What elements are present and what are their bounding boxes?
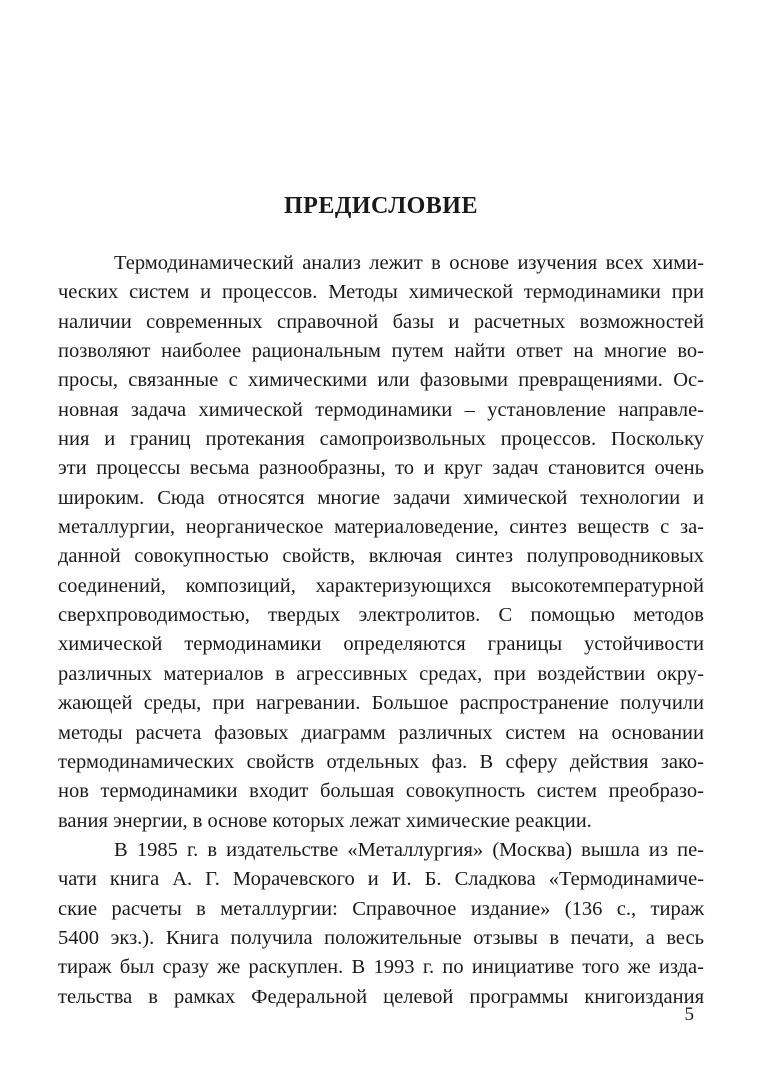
page-heading: ПРЕДИСЛОВИЕ bbox=[284, 193, 478, 219]
text-line: жающей среды, при нагревании. Большое распространение получили bbox=[58, 692, 704, 715]
text-line: ческих систем и процессов. Методы химической термодинамики при bbox=[58, 281, 704, 304]
text-line: нов термодинамики входит большая совокупность систем преобразо- bbox=[58, 780, 704, 803]
text-line: наличии современных справочной базы и расчетных возможностей bbox=[58, 310, 704, 333]
text-line: химической термодинамики определяются границы устойчивости bbox=[58, 633, 704, 656]
text-line: Термодинамический анализ лежит в основе изучения всех хими- bbox=[114, 252, 704, 274]
text-line: эти процессы весьма разнообразны, то и круг задач становится очень bbox=[58, 457, 704, 480]
text-line: чати книга А. Г. Морачевского и И. Б. Сладкова «Термодинамиче- bbox=[58, 868, 704, 891]
text-line: широким. Сюда относятся многие задачи химической технологии и bbox=[58, 486, 704, 509]
text-line: позволяют наиболее рациональным путем найти ответ на многие во- bbox=[58, 340, 704, 363]
text-line: просы, связанные с химическими или фазовыми превращениями. Ос- bbox=[58, 369, 704, 392]
text-line: соединений, композиций, характеризующихся высокотемпературной bbox=[58, 574, 704, 597]
text-line: вания энергии, в основе которых лежат химические реакции. bbox=[58, 809, 592, 832]
page-number: 5 bbox=[684, 1004, 694, 1025]
text-line: тираж был сразу же раскуплен. В 1993 г. по инициативе того же изда- bbox=[58, 956, 704, 979]
text-line: новная задача химической термодинамики – установление направле- bbox=[58, 398, 704, 421]
text-line: В 1985 г. в издательстве «Металлургия» (Москва) вышла из пе- bbox=[114, 838, 704, 861]
text-line: термодинамических свойств отдельных фаз. В сферу действия зако- bbox=[58, 750, 704, 773]
text-line: тельства в рамках Федеральной целевой программы книгоиздания bbox=[58, 985, 704, 1008]
text-line: различных материалов в агрессивных средах, при воздействии окру- bbox=[58, 662, 704, 685]
text-line: ния и границ протекания самопроизвольных процессов. Поскольку bbox=[58, 428, 704, 451]
text-line: методы расчета фазовых диаграмм различных систем на основании bbox=[58, 721, 704, 744]
text-line: металлургии, неорганическое материаловедение, синтез веществ с за- bbox=[58, 516, 704, 539]
text-line: ские расчеты в металлургии: Справочное издание» (136 с., тираж bbox=[58, 897, 704, 920]
body-text bbox=[58, 249, 704, 1012]
paragraph-book-history bbox=[58, 836, 704, 1012]
text-line: данной совокупностью свойств, включая синтез полупроводниковых bbox=[58, 545, 704, 568]
text-line: 5400 экз.). Книга получила положительные отзывы в печати, а весь bbox=[58, 926, 704, 949]
text-line: сверхпроводимостью, твердых электролитов. С помощью методов bbox=[58, 604, 704, 627]
paragraph-preface-intro bbox=[58, 249, 704, 836]
